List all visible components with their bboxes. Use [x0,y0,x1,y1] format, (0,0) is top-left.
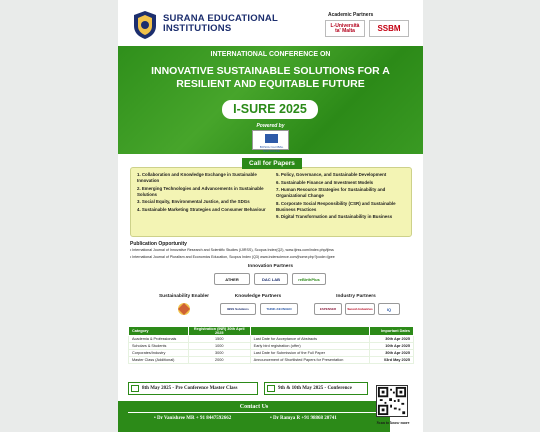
qr-caption: Scan to know more [376,420,410,425]
conference-date: 9th & 10th May 2025 - Conference [264,382,368,395]
publication-journal-2: • International Journal of Pluralism and Economics Education, Scopus Index (Q3) www.inderscience.com/jhome.php?jcode=ijpee [130,255,335,259]
conference-title: INNOVATIVE SUSTAINABLE SOLUTIONS FOR A RESILIENT AND EQUITABLE FUTURE [151,65,390,90]
conference-of-label: INTERNATIONAL CONFERENCE ON [210,51,331,58]
university-malta-logo: L-Università ta' Malta [325,20,365,37]
call-for-papers-heading: Call for Papers [242,158,302,169]
table-cell: 30th Apr 2025 [370,336,414,343]
suresh-industries-logo: Suresh Industries [345,303,375,315]
table-cell: Academia & Professionals [129,336,189,343]
topics-right-column [276,172,410,222]
cfp-topic: 7. Human Resource Strategies for Sustainability and Organizational Change [276,187,386,199]
pre-conference-date: 8th May 2025 - Pre Conference Master Class [128,382,258,395]
table-row [129,336,414,343]
fees-table-body [129,336,414,364]
table-cell: 2000 [188,357,250,364]
table-cell: Corporates/Industry [129,350,189,357]
publication-journal-1: • International Journal of Innovative Research and Scientific Studies (IJIRSS), Scopus Index(Q2), www.ijirss.com/index.php/ijirss [130,248,334,252]
iq-logo: IQ [378,303,400,315]
cfp-topic: 4. Sustainable Marketing Strategies and Consumer Behaviour [137,206,266,212]
rebirthplus-logo: reBirthPlus [292,273,326,285]
powered-by-label: Powered by [256,123,285,129]
title-banner [118,46,423,154]
cfp-topic: 8. Corporate Social Responsibility (CSR) and Sustainable Business Practices [276,200,396,212]
table-row [129,350,414,357]
sustainability-enabler-heading: Sustainability Enabler [158,294,210,299]
cfp-topic: 9. Digital Transformation and Sustainability in Business [276,214,393,220]
table-cell: Master Class (Additional) [129,357,189,364]
cfp-topic: 5. Policy, Governance, and Sustainable Development [276,172,387,177]
qr-code-icon[interactable] [376,385,408,417]
org-name-line2: INSTITUTIONS [163,23,232,34]
bosch-logo-icon [265,134,278,143]
bosch-logo: BOSCH GLOBAL SOFTWARE [252,130,289,150]
calendar-icon [267,385,275,392]
topics-left-column [137,172,267,214]
daclab-logo: DAC LAB [254,273,288,285]
contact-heading: Contact Us [239,404,269,410]
table-cell: Announcement of Shortlisted Papers for Presentation [250,357,369,364]
table-cell: 03rd May 2025 [370,357,414,364]
call-for-papers-box [130,167,412,237]
table-cell: Early bird registration (offer) [250,343,369,350]
conference-poster [118,0,423,432]
ather-logo: ATHER [214,273,250,285]
espenser-logo: ESPENSER [314,303,342,315]
industry-partners-heading: Industry Partners [336,294,376,299]
sustainability-enabler-logo-icon [175,302,193,316]
table-header-row: Category Registration (INR) 30th April 2025 Important Dates [129,327,414,336]
contact-person-1: • Dr Vanishree MR + 91 8447592662 [154,416,232,421]
table-cell: 3000 [188,350,250,357]
contact-divider [128,412,380,413]
table-cell: Scholars & Students [129,343,189,350]
academic-partners-label: Academic Partners [328,12,374,18]
think-keungen-logo: THINK-KEUNGEN [260,303,298,315]
contact-footer [118,401,390,432]
cfp-topic: 3. Social Equity, Environmental Justice, and the SDGs [137,199,250,205]
cfp-topic: 6. Sustainable Finance and Investment Models [276,179,374,185]
table-row [129,343,414,350]
cfp-topic: 2. Emerging Technologies and Advancements in Sustainable Solutions [137,185,264,197]
table-cell: Last Date for Acceptance of Abstracts [250,336,369,343]
fees-dates-table [128,326,414,364]
calendar-icon [131,385,139,392]
table-row [129,357,414,364]
contact-person-2: • Dr Ramya R +91 98868 20741 [270,416,337,421]
conference-acronym: I-SURE 2025 [222,100,318,119]
table-cell: 1000 [188,343,250,350]
table-cell: 1500 [188,336,250,343]
poster-header [118,0,423,46]
table-cell: 10th Apr 2025 [370,343,414,350]
org-name-line1: SURANA EDUCATIONAL [163,13,278,24]
surana-logo-icon [132,10,158,40]
ssbm-logo: SSBM [369,20,409,37]
innovation-partners-heading: Innovation Partners [247,264,294,269]
org-name [163,14,278,34]
table-cell: Last Date for Submission of the Full Paper [250,350,369,357]
knowledge-partners-heading: Knowledge Partners [234,294,282,299]
table-cell: 30th Apr 2025 [370,350,414,357]
ibss-logo: IBSS Solutions [220,303,256,315]
cfp-topic: 1. Collaboration and Knowledge Exchange in Sustainable Innovation [137,172,257,183]
publication-heading: Publication Opportunity [130,241,187,247]
